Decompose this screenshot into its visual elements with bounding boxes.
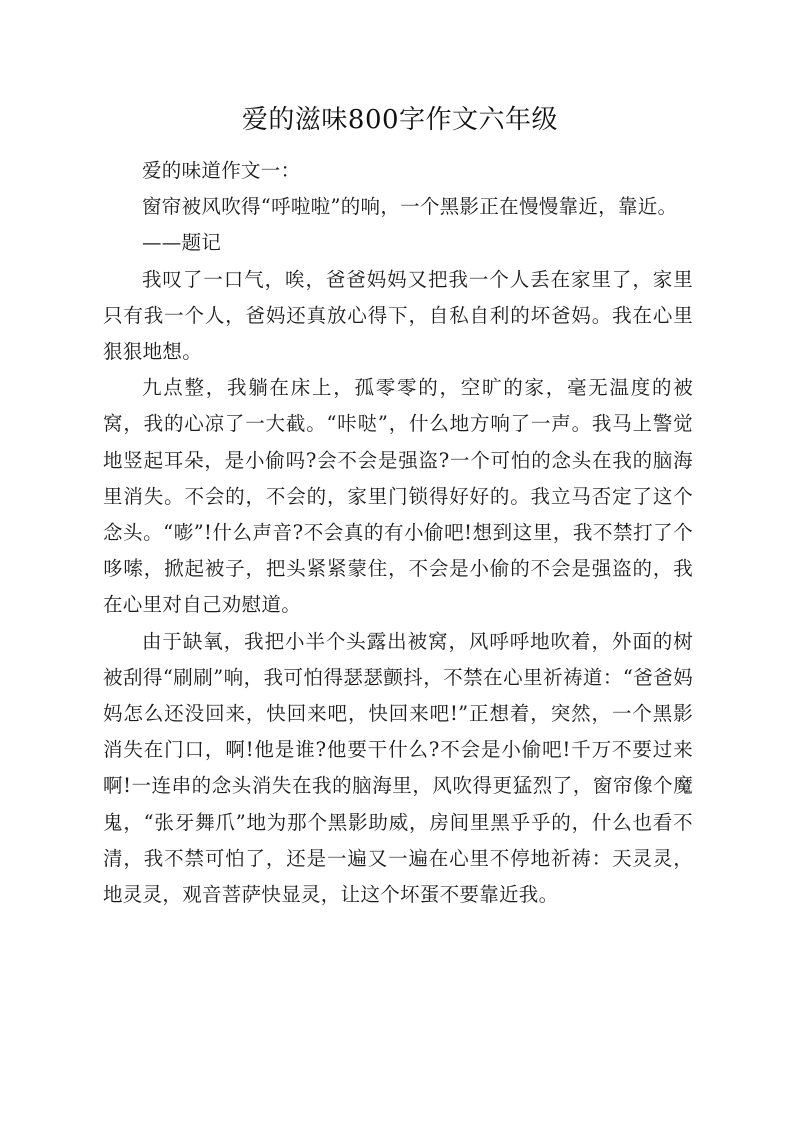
paragraph-epigraph-attribution: ——题记: [142, 231, 222, 255]
paragraph-epigraph: 窗帘被风吹得“呼啦啦”的响，一个黑影正在慢慢靠近，靠近。: [142, 195, 678, 219]
document-body: [103, 153, 693, 913]
paragraph-heading: 爱的味道作文一：: [142, 159, 301, 182]
paragraph-2: 九点整，我躺在床上，孤零零的，空旷的家，毫无温度的被窝，我的心凉了一大截。“咔哒”，什么地方响了一声。我马上警觉地竖起耳朵，是小偷吗?会不会是强盗?一个可怕的念头在我的脑海里消失。不会的，不会的，家里门锁得好好的。我立马否定了这个念头。“嘭”!什么声音?不会真的有小偷吧!想到这里，我不禁打了个哆嗦，掀起被子，把头紧紧蒙住，不会是小偷的不会是强盗的，我在心里对自己劝慰道。: [103, 376, 693, 617]
paragraph-3: 由于缺氧，我把小半个头露出被窝，风呼呼地吹着，外面的树被刮得“刷刷”响，我可怕得瑟瑟颤抖，不禁在心里祈祷道：“爸爸妈妈怎么还没回来，快回来吧，快回来吧!”正想着，突然，一个黑影消失在门口，啊!他是谁?他要干什么?不会是小偷吧!千万不要过来啊!一连串的念头消失在我的脑海里，风吹得更猛烈了，窗帘像个魔鬼，“张牙舞爪”地为那个黑影助威，房间里黑乎乎的，什么也看不清，我不禁可怕了，还是一遍又一遍在心里不停地祈祷：天灵灵，地灵灵，观音菩萨快显灵，让这个坏蛋不要靠近我。: [103, 629, 693, 907]
paragraph-1: 我叹了一口气，唉，爸爸妈妈又把我一个人丢在家里了，家里只有我一个人，爸妈还真放心得下，自私自利的坏爸妈。我在心里狠狠地想。: [103, 267, 693, 364]
document-title: 爱的滋味800字作文六年级: [241, 105, 559, 135]
